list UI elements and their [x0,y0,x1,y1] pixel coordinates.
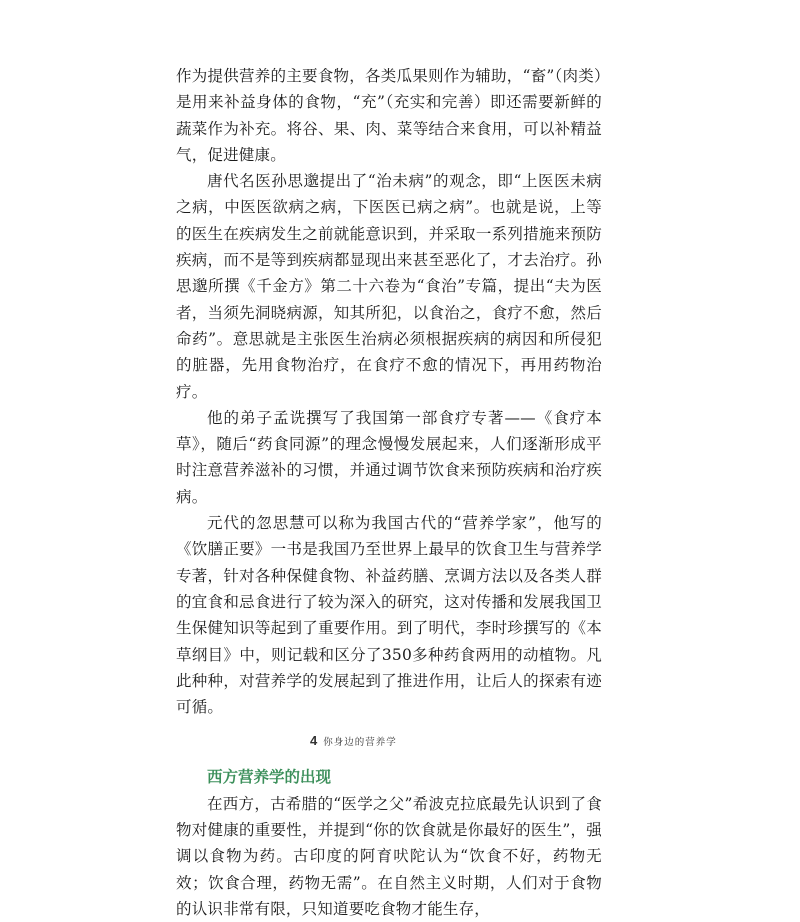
page-body [176,63,602,922]
paragraph-1: 作为提供营养的主要食物，各类瓜果则作为辅助，“畜”（肉类）是用来补益身体的食物，“充”（充实和完善）即还需要新鲜的蔬菜作为补充。将谷、果、肉、菜等结合来食用，可以补精益气，促进健康。 [176,67,602,164]
paragraph-2: 唐代名医孙思邈提出了“治未病”的观念，即“上医医未病之病，中医医欲病之病，下医医已病之病”。也就是说，上等的医生在疾病发生之前就能意识到，并采取一系列措施来预防疾病，而不是等到疾病都显现出来甚至恶化了，才去治疗。孙思邈所撰《千金方》第二十六卷为“食治”专篇，提出“夫为医者，当须先洞晓病源，知其所犯，以食治之，食疗不愈，然后命药”。意思就是主张医生治病必须根据疾病的病因和所侵犯的脏器，先用食物治疗，在食疗不愈的情况下，再用药物治疗。 [176,172,602,401]
page-number: 4 [310,733,318,748]
paragraph-3: 他的弟子孟诜撰写了我国第一部食疗专著——《食疗本草》，随后“药食同源”的理念慢慢发展起来，人们逐渐形成平时注意营养滋补的习惯，并通过调节饮食来预防疾病和治疗疾病。 [176,408,602,506]
page-footer [310,733,397,748]
paragraph-4: 元代的忽思慧可以称为我国古代的“营养学家”，他写的《饮膳正要》一书是我国乃至世界上最早的饮食卫生与营养学专著，针对各种保健食物、补益药膳、烹调方法以及各类人群的宜食和忌食进行了较为深入的研究，这对传播和发展我国卫生保健知识等起到了重要作用。到了明代，李时珍撰写的《本草纲目》中，则记载和区分了350多种药食两用的动植物。凡此种种，对营养学的发展起到了推进作用，让后人的探索有迹可循。 [176,514,602,717]
running-title: 你身边的营养学 [323,737,397,748]
section-heading: 西方营养学的出现 [207,767,332,787]
paragraph-5: 在西方，古希腊的“医学之父”希波克拉底最先认识到了食物对健康的重要性，并提到“你的饮食就是你最好的医生”，强调以食物为药。古印度的阿育吠陀认为“饮食不好，药物无效；饮食合理，药物无需”。在自然主义时期，人们对于食物的认识非常有限，只知道要吃食物才能生存， [176,794,602,918]
